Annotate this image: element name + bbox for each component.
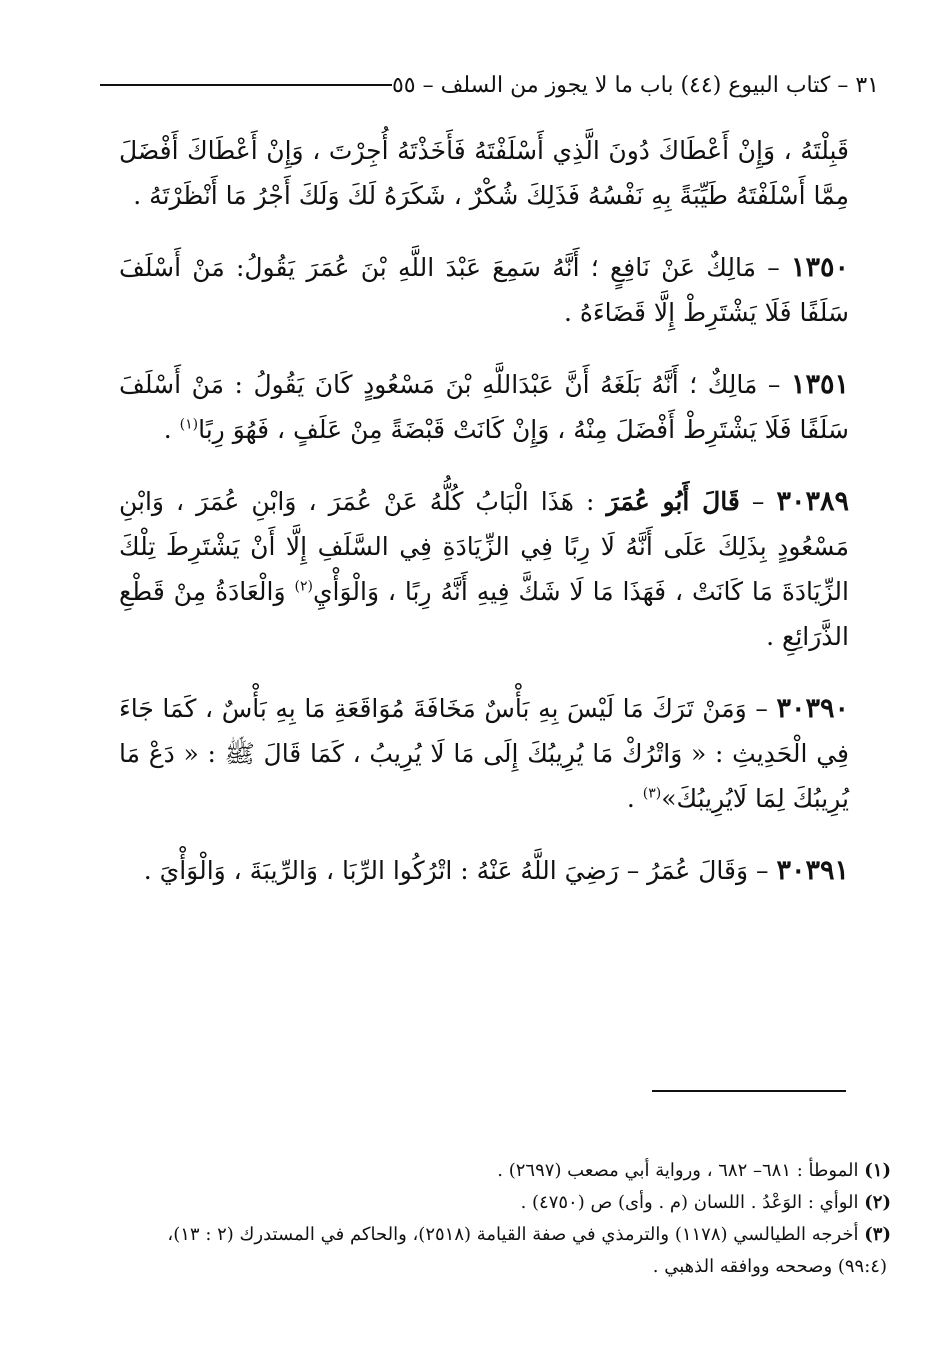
commentary-number: ٣٠٣٩١ [776, 855, 849, 886]
footnote-continuation: (٩٩:٤) وصححه ووافقه الذهبي . [652, 1256, 887, 1277]
footnote-label: (١) [864, 1160, 891, 1181]
paragraph [119, 686, 849, 821]
paragraph-text: – وَقَالَ عُمَرُ – رَضِيَ اللَّهُ عَنْهُ : اتْرُكُوا الرِّبَا ، وَالرِّيبَةَ ، وَالْوَأْيَ . [143, 856, 769, 885]
paragraph-text: – وَمَنْ تَرَكَ مَا لَيْسَ بِهِ بَأْسٌ مَخَافَةَ مُوَاقَعَةِ مَا بِهِ بَأْسٌ ، كَمَا جَاءَ فِي الْحَدِيثِ : « وَاتْرُكْ مَا يُرِيبُكَ إِلَى مَا لَا يُرِيبُ ، كَمَا قَالَ ﷺ : « دَعْ مَا يُرِيبُكَ لِمَا لَايُرِيبُكَ» [119, 694, 849, 813]
speaker: قَالَ أَبُو عُمَرَ [606, 487, 740, 516]
running-header [62, 68, 879, 102]
footnote-label: (٣) [864, 1224, 891, 1245]
paragraph [119, 362, 849, 452]
paragraph [119, 245, 849, 335]
footnote-ref: (١) [179, 416, 199, 433]
footnote-ref: (٣) [642, 785, 662, 802]
hadith-number: ١٣٥١ [790, 369, 849, 400]
footnote [91, 1155, 891, 1187]
paragraph-text: : هَذَا الْبَابُ كُلُّهُ عَنْ عُمَرَ ، وَابْنِ عُمَرَ ، وَابْنِ مَسْعُودٍ بِذَلِكَ عَلَى أَنَّهُ لَا رِبًا فِي الزِّيَادَةِ فِي السَّلَفِ إِلَّا أَنْ يَشْتَرِطَ تِلْكَ الزِّيَادَةَ مَا كَانَتْ ، فَهَذَا مَا لَا شَكَّ فِيهِ أَنَّهُ رِبًا ، وَالْوَأْيِ [119, 487, 849, 606]
commentary-number: ٣٠٣٨٩ [776, 486, 849, 517]
footnote-ref: (٢) [294, 578, 313, 595]
commentary-number: ٣٠٣٩٠ [776, 693, 849, 724]
footnote-text: الموطأ : ٦٨١– ٦٨٢ ، ورواية أبي مصعب (٢٦٩٧) . [497, 1160, 859, 1181]
footnote-label: (٢) [864, 1192, 891, 1213]
paragraph: ٣٠٣٨٩ – قَالَ أَبُو عُمَرَ : هَذَا الْبَابُ كُلُّهُ عَنْ عُمَرَ ، وَابْنِ عُمَرَ ، وَابْنِ مَسْعُودٍ بِذَلِكَ عَلَى أَنَّهُ لَا رِبًا فِي الزِّيَادَةِ فِي السَّلَفِ إِلَّا أَنْ يَشْتَرِطَ تِلْكَ الزِّيَادَةَ مَا كَانَتْ ، فَهَذَا مَا لَا شَكَّ فِيهِ أَنَّهُ رِبًا ، وَالْوَأْيِ$^{(٢)}$ وَالْعَادَةُ مِنْ قَطْعِ الذَّرَائِعِ . [119, 486, 849, 651]
paragraph-text: – مَالِكٌ عَنْ نَافِعٍ ؛ أَنَّهُ سَمِعَ عَبْدَ اللَّهِ بْنَ عُمَرَ يَقُولُ: مَنْ أَسْلَفَ سَلَفًا فَلَا يَشْتَرِطْ إِلَّا قَضَاءَهُ . [119, 253, 849, 327]
paragraph-tail: وَالْعَادَةُ مِنْ قَطْعِ الذَّرَائِعِ . [119, 577, 849, 651]
paragraph-tail: . [163, 415, 180, 444]
footnote [91, 1219, 891, 1251]
header-rule [100, 84, 392, 86]
footnote-separator [652, 1090, 846, 1092]
paragraph-text: قَبِلْتَهُ ، وَإِنْ أَعْطَاكَ دُونَ الَّذِي أَسْلَفْتَهُ فَأَخَذْتَهُ أُجِرْتَ ، وَإِنْ أَعْطَاكَ أَفْضَلَ مِمَّا أَسْلَفْتَهُ طَيِّبَةً بِهِ نَفْسُهُ فَذَلِكَ شُكْرٌ ، شَكَرَهُ لَكَ وَلَكَ أَجْرُ مَا أَنْظَرْتَهُ . [119, 136, 849, 210]
footnote-text: أخرجه الطيالسي (١١٧٨) والترمذي في صفة القيامة (٢٥١٨)، والحاكم في المستدرك (٢ : ١٣)، [167, 1224, 859, 1245]
paragraph [119, 848, 849, 893]
footnote-text: الوأي : الوَعْدُ . اللسان (م . وأى) ص (٤٧٥٠) . [520, 1192, 859, 1213]
paragraph-tail: . [626, 784, 643, 813]
hadith-number: ١٣٥٠ [790, 252, 849, 283]
header-title: ٣١ – كتاب البيوع (٤٤) باب ما لا يجوز من السلف – ٥٥ [391, 72, 879, 98]
paragraph [119, 128, 849, 218]
footnotes [91, 1155, 891, 1283]
main-text [119, 128, 849, 920]
footnote [91, 1187, 891, 1219]
paragraph-text: – مَالِكٌ ؛ أَنَّهُ بَلَغَهُ أَنَّ عَبْدَاللَّهِ بْنَ مَسْعُودٍ كَانَ يَقُولُ : مَنْ أَسْلَفَ سَلَفًا فَلَا يَشْتَرِطْ أَفْضَلَ مِنْهُ ، وَإِنْ كَانَتْ قَبْضَةً مِنْ عَلَفٍ ، فَهُوَ رِبًا [119, 370, 849, 444]
